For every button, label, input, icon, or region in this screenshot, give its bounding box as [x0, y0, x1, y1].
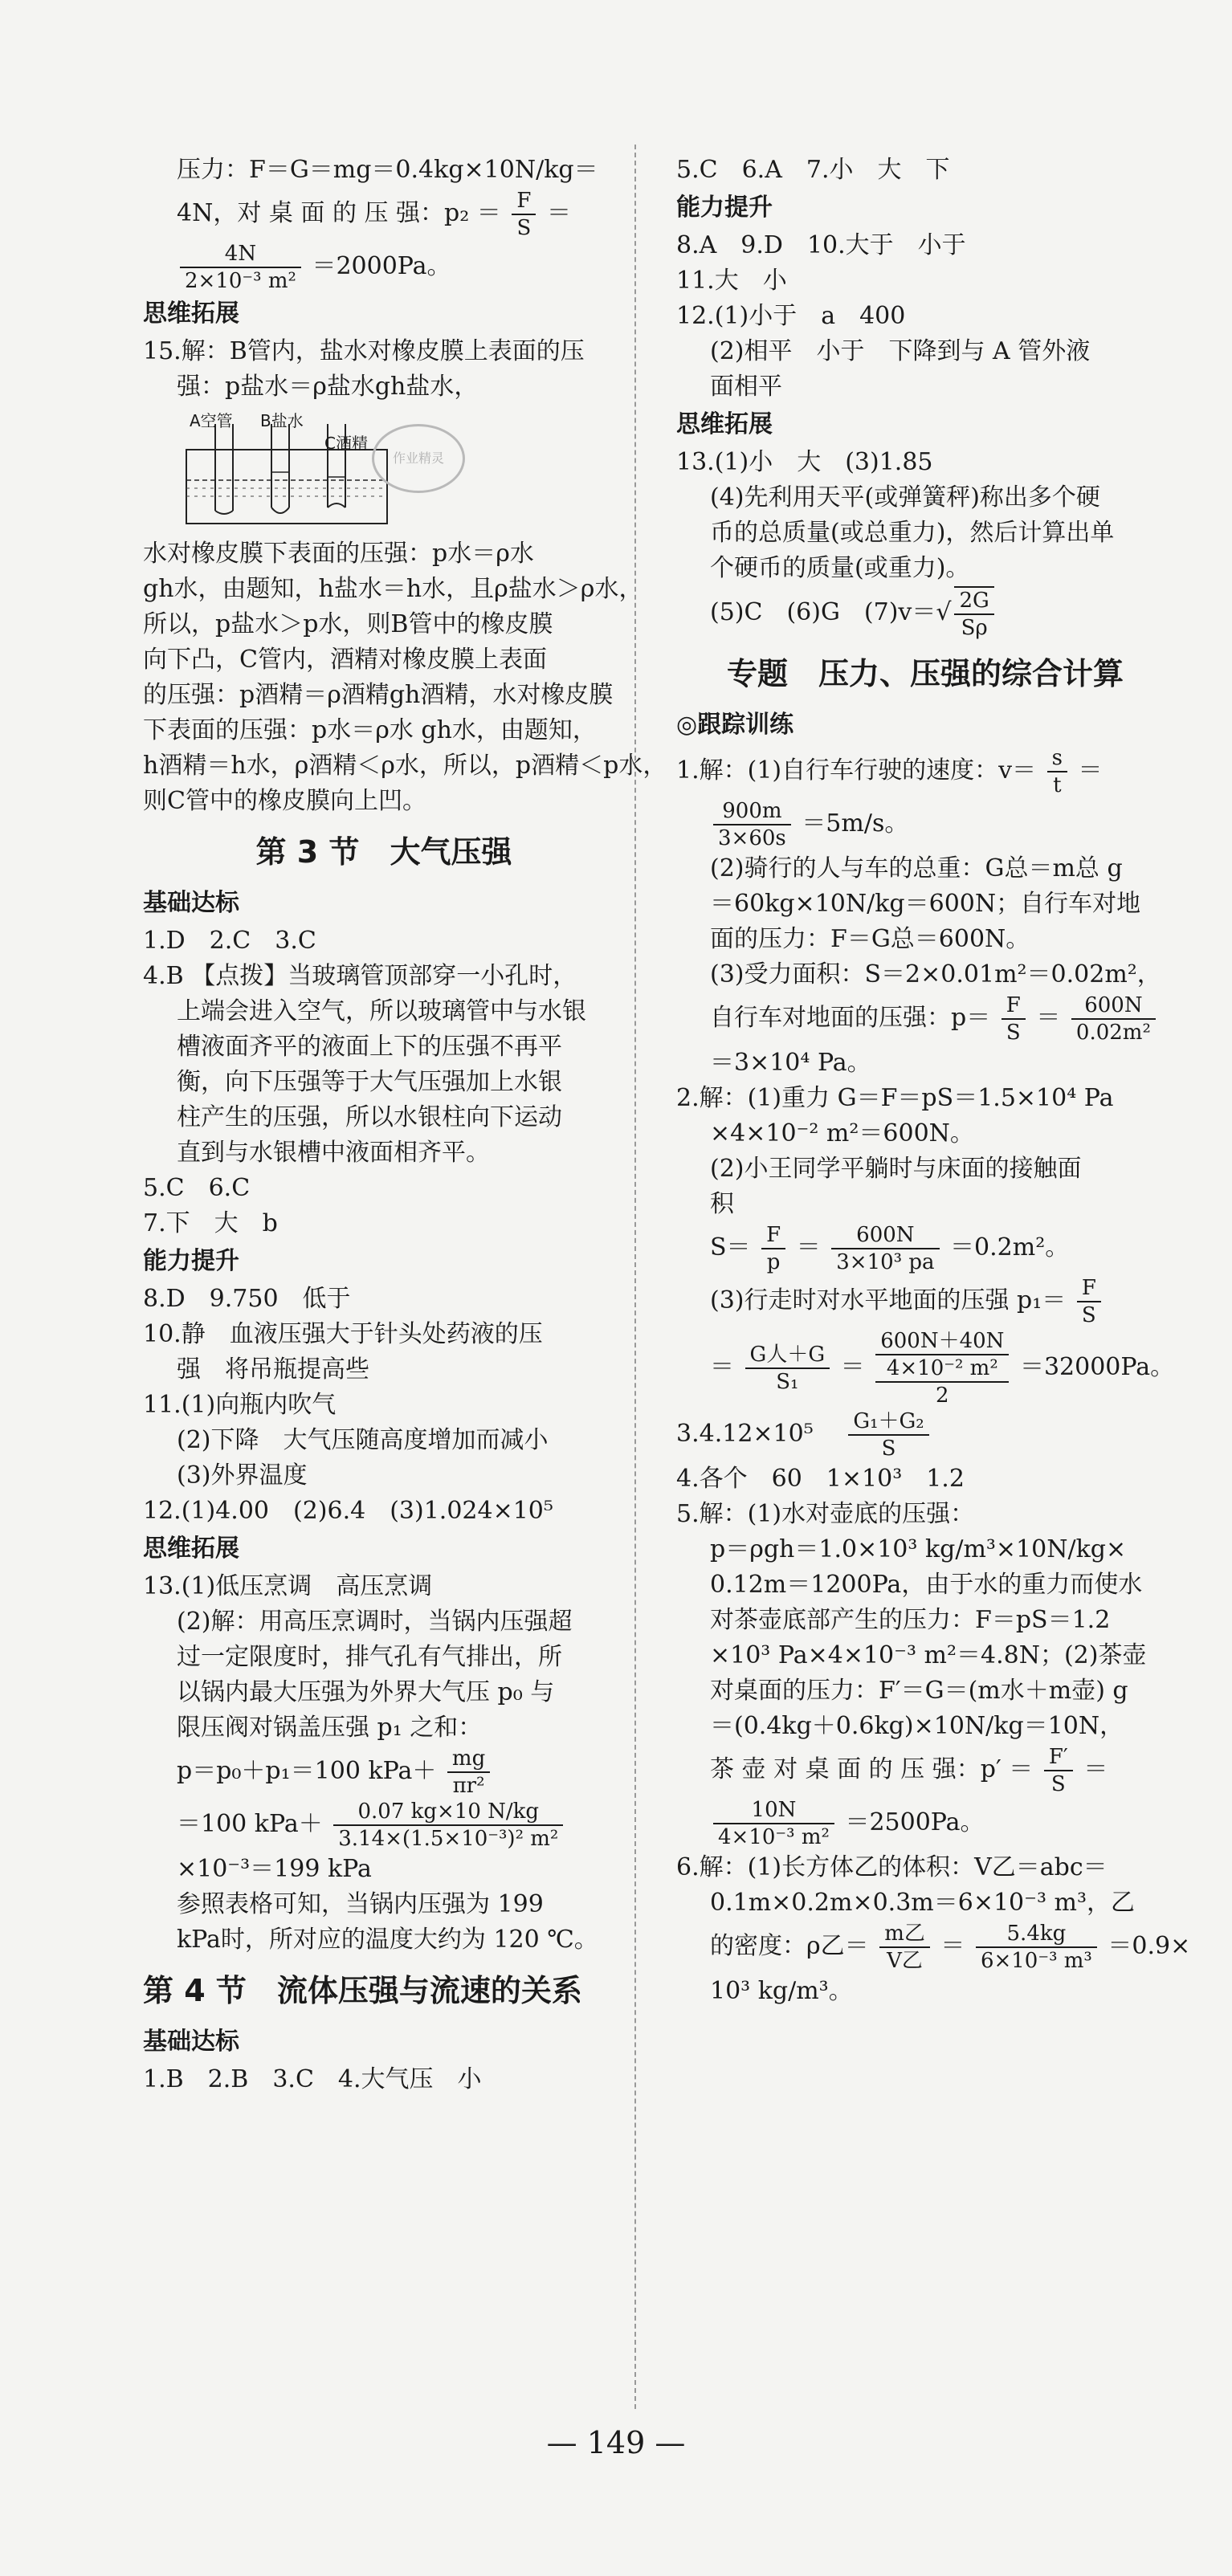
compound-fraction: 600N＋40N 4×10⁻² m² 2	[875, 1328, 1009, 1408]
text-line: 4.B 【点拨】当玻璃管顶部穿一小孔时，	[143, 962, 577, 990]
fraction: $\frac{4N}{\text{2×10⁻³ m²}}$	[180, 241, 301, 294]
text-line: 自行车对地面的压强：p＝ $\frac{F}{S}$ ＝ $\frac{600N}{\text{0.02m²}}$	[676, 992, 1174, 1045]
fraction: $\frac{\text{m乙}}{\text{V乙}}$	[879, 1921, 930, 1974]
text-line: ＝100 kPa＋ $\frac{0.07 kg\times 10 N/kg}{\text{3.14×(1.5×10⁻³)² m²}}$	[143, 1799, 625, 1852]
text-line: 币的总质量(或总重力)，然后计算出单	[710, 519, 1115, 547]
label-b: B盐水	[260, 411, 304, 430]
membrane-c	[328, 503, 345, 507]
text-line: ＝ $\frac{\text{G人＋G}}{\text{S₁}}$ ＝ 600N＋40N 4×10⁻² m² 2 ＝32000Pa。	[710, 1329, 1175, 1408]
text-line: $\frac{4N}{\text{2×10⁻³ m²}}$ ＝2000Pa。	[143, 241, 625, 294]
text-line: 积	[710, 1190, 734, 1218]
subheading: 基础达标	[143, 2028, 239, 2056]
text-line: 13.(1)低压烹调 高压烹调	[143, 1572, 433, 1600]
text-line: $\frac{900m}{3\times 60s}$ ＝5m/s。	[676, 798, 1174, 851]
text-line: 柱产生的压强，所以水银柱向下运动	[177, 1103, 562, 1131]
text-line: ×4×10⁻² m²＝600N。	[710, 1119, 974, 1147]
fraction: $\frac{F}{p}$	[761, 1222, 785, 1275]
text-line: 水对橡皮膜下表面的压强：p水＝ρ水	[143, 540, 534, 568]
text-line: 槽液面齐平的液面上下的压强不再平	[177, 1033, 562, 1061]
fraction: $\frac{600N}{\text{0.02m²}}$	[1071, 992, 1156, 1045]
text-line: 10³ kg/m³。	[710, 1977, 853, 2005]
fraction: $\frac{F'}{S}$	[1044, 1744, 1073, 1797]
text-line: 4.各个 60 1×10³ 1.2	[676, 1465, 965, 1493]
membrane-b	[271, 507, 289, 513]
text-line: 向下凸，C管内，酒精对橡皮膜上表面	[143, 646, 547, 674]
text-line: (3)外界温度	[177, 1461, 308, 1490]
water-tank	[186, 450, 387, 524]
section-title: 专题 压力、压强的综合计算	[726, 656, 1124, 691]
text-line: (3)受力面积：S＝2×0.01m²＝0.02m²，	[710, 960, 1161, 988]
text-line: 对茶壶底部产生的压力：F＝pS＝1.2	[710, 1606, 1111, 1634]
fraction: $\frac{5.4kg}{\text{6×10⁻³ m³}}$	[976, 1921, 1097, 1974]
text-line: 1.D 2.C 3.C	[143, 927, 316, 955]
text-line: 参照表格可知，当锅内压强为 199	[177, 1890, 544, 1918]
text-line: 8.A 9.D 10.大于 小于	[676, 231, 966, 259]
fraction: $\frac{\text{G₁＋G₂}}{S}$	[848, 1408, 928, 1461]
text-line: 1.解：(1)自行车行驶的速度：v＝ $\frac{s}{t}$ ＝	[676, 746, 1103, 797]
text-line: 上端会进入空气，所以玻璃管中与水银	[177, 997, 586, 1025]
subheading: 思维拓展	[143, 1535, 239, 1563]
text-line: p＝p₀＋p₁＝100 kPa＋ $\frac{mg}{\text{πr²}}$	[143, 1746, 625, 1799]
text-line: (2)骑行的人与车的总重：G总＝m总 g	[710, 854, 1123, 882]
fraction: $\frac{2G}{S\rho}$	[954, 586, 993, 641]
column-divider	[634, 145, 636, 2409]
text-line: 6.解：(1)长方体乙的体积：V乙＝abc＝	[676, 1853, 1108, 1881]
text-line: 12.(1)4.00 (2)6.4 (3)1.024×10⁵	[143, 1497, 553, 1525]
fraction: $\frac{0.07 kg\times 10 N/kg}{\text{3.14×(1.5×10⁻³)² m²}}$	[333, 1799, 563, 1852]
text-line: (3)行走时对水平地面的压强 p₁＝ $\frac{F}{S}$	[676, 1275, 1174, 1328]
text-line: 5.C 6.A 7.小 大 下	[676, 156, 950, 184]
fraction: $\frac{600N}{\text{3×10³ pa}}$	[831, 1222, 939, 1275]
text-line: ×10³ Pa×4×10⁻³ m²＝4.8N；(2)茶壶	[710, 1641, 1147, 1669]
membrane-a	[215, 511, 233, 514]
text-line: 1.B 2.B 3.C 4.大气压 小	[143, 2065, 482, 2093]
text-line: 强 将吊瓶提高些	[177, 1355, 369, 1384]
text-line: 0.1m×0.2m×0.3m＝6×10⁻³ m³，乙	[710, 1889, 1136, 1917]
text-line: 压力：F＝G＝mg＝0.4kg×10N/kg＝	[177, 156, 598, 184]
text-line: 面相平	[710, 373, 782, 401]
text-line: (2)小王同学平躺时与床面的接触面	[710, 1155, 1082, 1183]
subheading: 能力提升	[143, 1247, 239, 1275]
text-line: ＝3×10⁴ Pa。	[710, 1049, 871, 1077]
fraction: $\frac{F}{S}$	[512, 188, 536, 241]
subheading: 思维拓展	[143, 300, 239, 328]
text-line: kPa时，所对应的温度大约为 120 ℃。	[177, 1926, 598, 1954]
text-line: 5.解：(1)水对壶底的压强：	[676, 1500, 975, 1528]
fraction: $\frac{900m}{3\times 60s}$	[713, 798, 791, 851]
right-column	[676, 153, 1191, 2009]
text-line: S＝ $\frac{F}{p}$ ＝ $\frac{600N}{\text{3×10³ pa}}$ ＝0.2m²。	[710, 1223, 1070, 1274]
fraction: $\frac{F}{S}$	[1077, 1275, 1101, 1328]
text-line: 15.解：B管内，盐水对橡皮膜上表面的压	[143, 337, 585, 365]
subheading: 能力提升	[676, 194, 773, 222]
text-line: 11.(1)向瓶内吹气	[143, 1391, 337, 1419]
text-line: 11.大 小	[676, 267, 787, 295]
label-c: C酒精	[324, 434, 368, 453]
fraction: $\frac{\text{G人＋G}}{\text{S₁}}$	[745, 1342, 830, 1395]
label-a: A空管	[190, 411, 233, 430]
text-line: 0.12m＝1200Pa，由于水的重力而使水	[710, 1571, 1143, 1599]
left-column	[143, 153, 667, 2097]
text-line: (5)C (6)G (7)v＝√ $\frac{2G}{S\rho}$	[676, 586, 1174, 641]
tube-a	[215, 424, 233, 511]
text-line: 12.(1)小于 a 400	[676, 302, 906, 330]
text-line: 以锅内最大压强为外界大气压 p₀ 与	[177, 1678, 555, 1706]
subheading: 基础达标	[143, 889, 239, 917]
text-line: 对桌面的压力：F′＝G＝(m水＋m壶) g	[710, 1677, 1128, 1705]
fraction: $\frac{F}{S}$	[1002, 992, 1026, 1045]
text-line: (2)下降 大气压随高度增加而减小	[177, 1426, 549, 1454]
text-line: 的压强：p酒精＝ρ酒精gh酒精，水对橡皮膜	[143, 681, 614, 709]
tube-diagram	[183, 408, 601, 528]
fraction: $\frac{mg}{\text{πr²}}$	[447, 1746, 490, 1799]
text-line: 强：p盐水＝ρ盐水gh盐水，	[177, 373, 479, 401]
text-line: (2)相平 小于 下降到与 A 管外液	[710, 337, 1091, 365]
text-line: p＝ρgh＝1.0×10³ kg/m³×10N/kg×	[710, 1535, 1127, 1563]
fraction: $\frac{s}{t}$	[1047, 745, 1067, 798]
watermark-stamp: 作业精灵	[372, 424, 465, 493]
text-line: 个硬币的质量(或重力)。	[710, 554, 970, 582]
text-line: 10.静 血液压强大于针头处药液的压	[143, 1320, 543, 1348]
text-line: 8.D 9.750 低于	[143, 1285, 351, 1313]
tube-b	[271, 424, 289, 507]
text-line: 则C管中的橡皮膜向上凹。	[143, 787, 426, 815]
text-line: 2.解：(1)重力 G＝F＝pS＝1.5×10⁴ Pa	[676, 1084, 1114, 1112]
text-line: 13.(1)小 大 (3)1.85	[676, 448, 933, 476]
text-line: ＝(0.4kg＋0.6kg)×10N/kg＝10N，	[710, 1712, 1124, 1740]
text-line: $\frac{10N}{\text{4×10⁻³ m²}}$ ＝2500Pa。	[676, 1797, 1174, 1850]
text-line: 下表面的压强：p水＝ρ水 gh水，由题知，	[143, 716, 597, 744]
text-line: 的密度：ρ乙＝ $\frac{\text{m乙}}{\text{V乙}}$ ＝ $\frac{5.4kg}{\text{6×10⁻³ m³}}$ ＝0.9×	[710, 1922, 1191, 1973]
text-line: 7.下 大 b	[143, 1209, 278, 1237]
page-number: — 149 —	[546, 2425, 686, 2460]
section-title: 第 4 节 流体压强与流速的关系	[143, 1973, 582, 2008]
text-line: (2)解：用高压烹调时，当锅内压强超	[177, 1608, 573, 1636]
text-line: 面的压力：F＝G总＝600N。	[710, 925, 1030, 953]
fraction: $\frac{10N}{\text{4×10⁻³ m²}}$	[713, 1797, 834, 1850]
section-title: 第 3 节 大气压强	[255, 834, 512, 870]
text-line: 茶 壶 对 桌 面 的 压 强：p′ ＝ $\frac{F'}{S}$ ＝	[710, 1745, 1108, 1796]
text-line: 5.C 6.C	[143, 1174, 251, 1202]
subheading: 思维拓展	[676, 410, 773, 438]
text-line: 衡，向下压强等于大气压强加上水银	[177, 1068, 562, 1096]
text-line: 直到与水银槽中液面相齐平。	[177, 1139, 490, 1167]
text-line: 4N，对 桌 面 的 压 强：p₂ ＝ $\frac{F}{S}$ ＝	[177, 189, 571, 240]
text-line: 所以，p盐水＞p水，则B管中的橡皮膜	[143, 610, 553, 638]
text-line: gh水，由题知，h盐水＝h水，且ρ盐水＞ρ水，	[143, 575, 643, 603]
text-line: (4)先利用天平(或弹簧秤)称出多个硬	[710, 483, 1100, 512]
text-line: ×10⁻³＝199 kPa	[177, 1855, 372, 1883]
text-line: 3.4.12×10⁵ $\frac{\text{G₁＋G₂}}{S}$	[676, 1408, 1174, 1461]
text-line: h酒精＝h水，ρ酒精＜ρ水，所以，p酒精＜p水，	[143, 752, 667, 780]
subheading: ◎跟踪训练	[676, 711, 794, 739]
text-line: 限压阀对锅盖压强 p₁ 之和：	[177, 1714, 483, 1742]
text-line: ＝60kg×10N/kg＝600N；自行车对地	[710, 890, 1141, 918]
text-line: 过一定限度时，排气孔有气排出，所	[177, 1643, 562, 1671]
